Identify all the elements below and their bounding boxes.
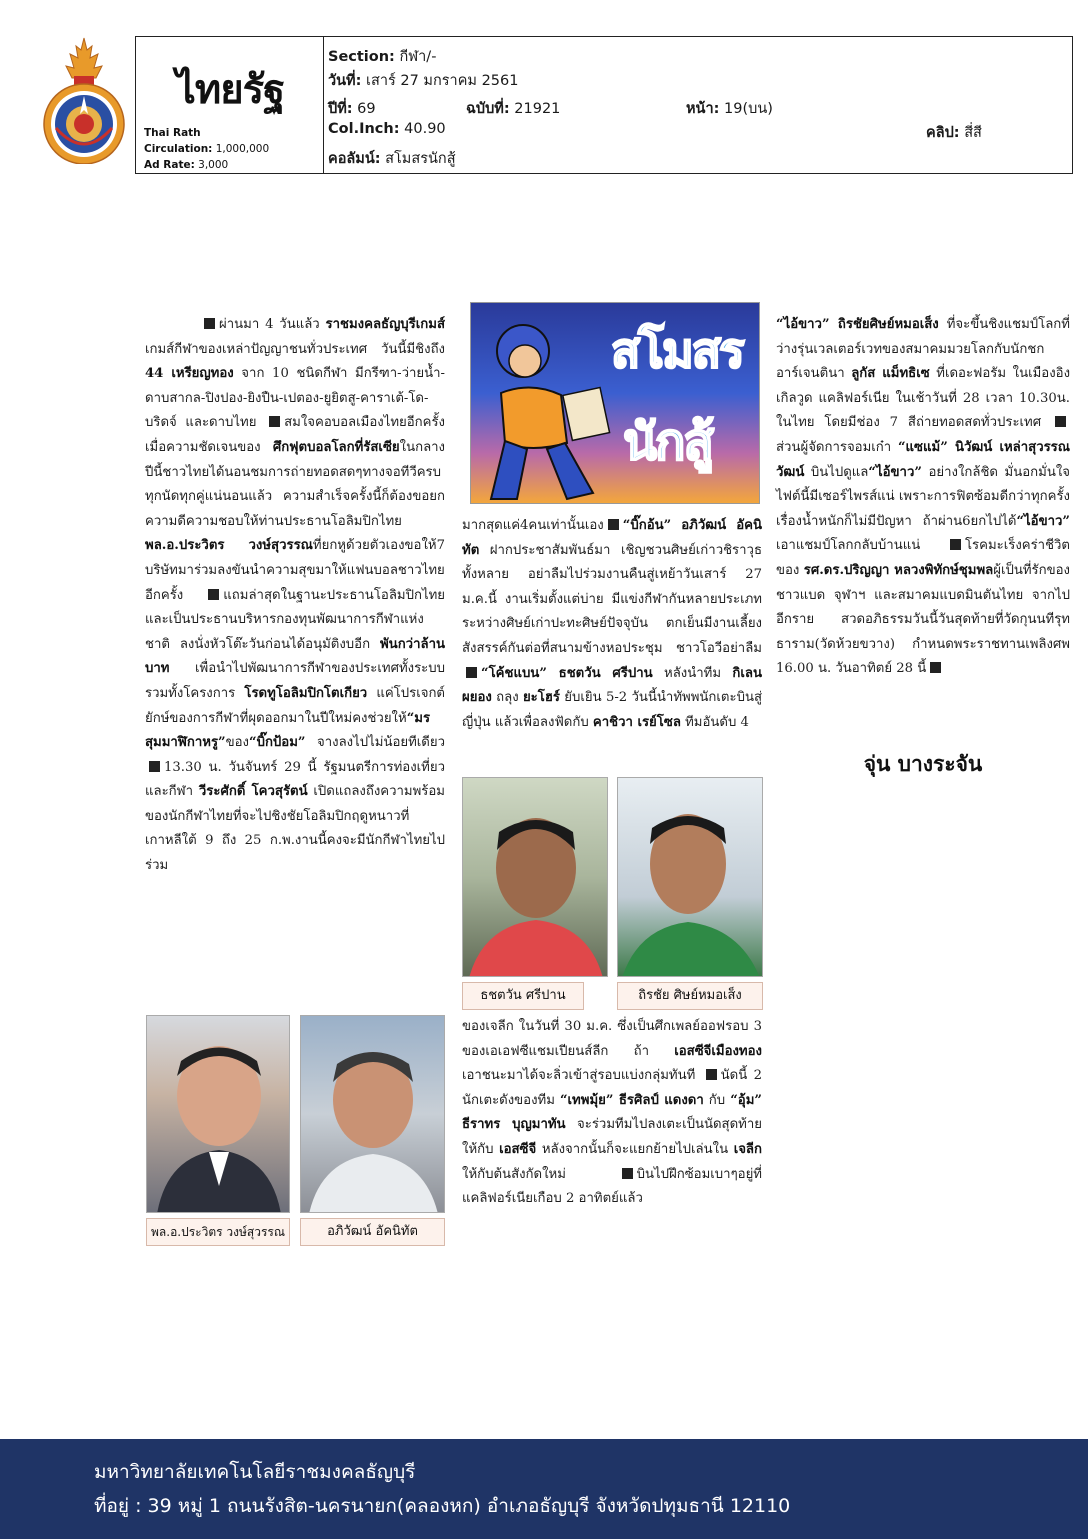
banner-title-line2: นักสู้ <box>623 413 712 471</box>
photo-prawit <box>146 1015 290 1213</box>
black-square-bullet-icon <box>269 416 280 427</box>
column-banner <box>470 302 760 504</box>
photo-apiwat <box>300 1015 445 1213</box>
black-square-bullet-icon <box>1055 416 1066 427</box>
black-square-bullet-icon <box>608 519 619 530</box>
publication-panel <box>136 37 324 173</box>
section-row: Section: กีฬา/- <box>328 49 437 65</box>
article-column-1: ผ่านมา 4 วันแล้ว ราชมงคลธัญบุรีเกมส์ เกมส์กีฬาของเหล่าปัญญาชนทั่วประเทศ วันนี้มีชิงถึง 44 เหรียญทอง จาก 10 ชนิดกีฬา มีกรีฑา-ว่ายน้ำ-ดาบสากล-ปิงปอง-ยิงปืน-เปตอง-ยูยิตสู-คาราเต้-โด-บริดจ์ และดาบไทย สมใจคอบอลเมืองไทยอีกครั้ง เมื่อความชัดเจนของ ศึกฟุตบอลโลกที่รัสเซียในกลางปีนี้ชาวไทยได้นอนชมการถ่ายทอดสดๆทางจอทีวีครบทุกนัดทุกคู่แน่นอนแล้ว ความสำเร็จครั้งนี้ก็ต้องขอยกความดีความชอบให้ท่านประธานโอลิมปิกไทย พล.อ.ประวิตร วงษ์สุวรรณที่ยกหูด้วยตัวเองขอให้7 บริษัทมาร่วมลงขันนำความสุขมาให้แฟนบอลชาวไทยอีกครั้ง แถมล่าสุดในฐานะประธานโอลิมปิกไทยและเป็นประธานบริหารกองทุนพัฒนาการกีฬาแห่งชาติ ลงนั่งหัวโต๊ะวันก่อนได้อนุมัติงบอีก พันกว่าล้านบาท เพื่อนำไปพัฒนาการกีฬาของประเทศทั้งระบบรวมทั้งโครงการ โรดทูโอลิมปิกโตเกียว แค่โปรเจกต์ยักษ์ของการกีฬาที่ผุดออกมาในปีใหม่คงช่วยให้“มรสุมมาฬิกาหรู”ของ“บิ๊กป้อม” จางลงไปไม่น้อยทีเดียว 13.30 น. วันจันทร์ 29 นี้ รัฐมนตรีการท่องเที่ยวและกีฬา วีระศักดิ์ โควสุรัตน์ เปิดแถลงถึงความพร้อมของนักกีฬาไทยที่จะไปชิงชัยโอลิมปิกฤดูหนาวที่เกาหลีใต้ 9 ถึง 25 ก.พ.งานนี้คงจะมีนักกีฬาไทยไปร่วม <box>145 317 446 874</box>
issue-field: ฉบับที่: 21921 <box>466 101 561 117</box>
portrait-figure-icon <box>463 778 608 977</box>
banner-title-line1: สโมสร <box>611 323 743 379</box>
year-field: ปีที่: 69 <box>328 101 376 117</box>
article-column-3: “ไอ้ขาว” ถิรชัยศิษย์หมอเส็ง ที่จะขึ้นชิงแชมป์โลกที่ว่างรุ่นเวลเตอร์เวทของสมาคมมวยโลกกับนักชกอาร์เจนตินา ลูกัส แม็ทธิเซ ที่เดอะฟอรัม ในเมืองอิงเกิลวูด แคลิฟอร์เนีย ในเช้าวันที่ 28 เวลา 10.30น. ในไทย โดยมีช่อง 7 สีถ่ายทอดสดทั่วประเทศ ส่วนผู้จัดการจอมเก๋า “แซแม้” นิวัฒน์ เหล่าสุวรรณวัฒน์ บินไปดูแล“ไอ้ขาว” อย่างใกล้ชิด มั่นอกมั่นใจไฟต์นี้มีเซอร์ไพรส์แน่ เพราะการฟิตซ้อมดีกว่าทุกครั้ง เรื่องน้ำหนักก็ไม่มีปัญหา ถ้าผ่าน6ยกไปได้“ไอ้ขาว” เอาแชมป์โลกกลับบ้านแน่ โรคมะเร็งคร่าชีวิตของ รศ.ดร.ปริญญา หลวงพิทักษ์ชุมพลผู้เป็นที่รักของชาวแบด จุฬาฯ และสมาคมแบดมินตันไทย จากไปอีกราย สวดอภิธรรมวันนี้วันสุดท้ายที่วัดกุนนทีรุทธาราม(วัดห้วยขวาง) กำหนดพระราชทานเพลิงศพ 16.00 น. วันอาทิตย์ 28 นี้ <box>776 317 1071 677</box>
byline: จุ่น บางระจัน <box>863 751 983 776</box>
date-row: วันที่: เสาร์ 27 มกราคม 2561 <box>328 73 519 89</box>
black-square-bullet-icon <box>466 667 477 678</box>
caption-photo-4: อภิวัฒน์ อัคนิทัต <box>300 1218 445 1246</box>
footer-bar <box>0 1439 1088 1539</box>
footer-address: ที่อยู่ : 39 หมู่ 1 ถนนรังสิต-นครนายก(คลองหก) อำเภอธัญบุรี จังหวัดปทุมธานี 12110 <box>94 1495 791 1517</box>
column-row: คอลัมน์: สโมสรนักสู้ <box>328 151 456 167</box>
caption-photo-2: ถิรชัย ศิษย์หมอเส็ง <box>617 982 763 1010</box>
photo-thirachai <box>617 777 763 977</box>
portrait-figure-icon <box>618 778 763 977</box>
article-column-2-top: มากสุดแค่4คนเท่านั้นเอง “บิ๊กอ้น” อภิวัฒน์ อัคนิทัต ฝากประชาสัมพันธ์มา เชิญชวนศิษย์เก่าวชิราวุธทั้งหลาย อย่าลืมไปร่วมงานคืนสู่เหย้าวันเสาร์ 27 ม.ค.นี้ งานเริ่มตั้งแต่บ่าย มีแข่งกีฬากันหลายประเภท ระหว่างศิษย์เก่าปะทะศิษย์ปัจจุบัน ตกเย็นมีงานเลี้ยงสังสรรค์กันต่อที่สนามข้างหอประชุม ชาวโอวีอย่าลืม “โค้ชแบน” ธชตวัน ศรีปาน หลังนำทีม กิเลนผยอง ถลุง ยะโฮร์ ยับเยิน 5-2 วันนี้นำทัพพนักเตะบินสู่ญี่ปุ่น แล้วเพื่อลงฟัดกับ คาชิวา เรย์โซล ทีมอันดับ 4 <box>462 518 763 730</box>
black-square-bullet-icon <box>622 1168 633 1179</box>
clipping-details <box>328 37 1072 173</box>
circulation: Circulation: 1,000,000 <box>144 143 270 155</box>
footer-university: มหาวิทยาลัยเทคโนโลยีราชมงคลธัญบุรี <box>94 1461 416 1483</box>
clip-field: คลิป: สี่สี <box>926 125 982 141</box>
paper-en: Thai Rath <box>144 127 201 139</box>
photo-thachatwan <box>462 777 608 977</box>
ad-rate: Ad Rate: 3,000 <box>144 159 229 171</box>
black-square-bullet-icon <box>204 318 215 329</box>
black-square-bullet-icon <box>930 662 941 673</box>
caption-photo-1: ธชตวัน ศรีปาน <box>462 982 584 1010</box>
colinch-field: Col.Inch: 40.90 <box>328 121 446 137</box>
black-square-bullet-icon <box>706 1069 717 1080</box>
black-square-bullet-icon <box>149 761 160 772</box>
portrait-figure-icon <box>301 1016 445 1213</box>
caption-photo-3: พล.อ.ประวิตร วงษ์สุวรรณ <box>146 1218 290 1246</box>
black-square-bullet-icon <box>950 539 961 550</box>
clipping-info-box <box>135 36 1073 174</box>
paper-name: ไทยรัฐ <box>175 67 285 113</box>
article-column-2-bottom: ของเจลีก ในวันที่ 30 ม.ค. ซึ่งเป็นศึกเพลย์ออฟรอบ 3 ของเอเอฟซีแชมเปียนส์ลีก ถ้า เอสซีจีเมืองทองเอาชนะมาได้จะลิ่วเข้าสู่รอบแบ่งกลุ่มทันที นัดนี้ 2 นักเตะดังของทีม “เทพมุ้ย” ธีรศิลป์ แดงดา กับ “อุ้ม” ธีราทร บุญมาทัน จะร่วมทีมไปลงเตะเป็นนัดสุดท้ายให้กับ เอสซีจี หลังจากนั้นก็จะแยกย้ายไปเล่นใน เจลีก ให้กับต้นสังกัดใหม่ บินไปฝึกซ้อมเบาๆอยู่ที่แคลิฟอร์เนียเกือบ 2 อาทิตย์แล้ว <box>462 1019 762 1207</box>
university-seal-icon <box>40 36 128 164</box>
portrait-figure-icon <box>147 1016 290 1213</box>
black-square-bullet-icon <box>208 589 219 600</box>
page-field: หน้า: 19(บน) <box>686 101 773 117</box>
